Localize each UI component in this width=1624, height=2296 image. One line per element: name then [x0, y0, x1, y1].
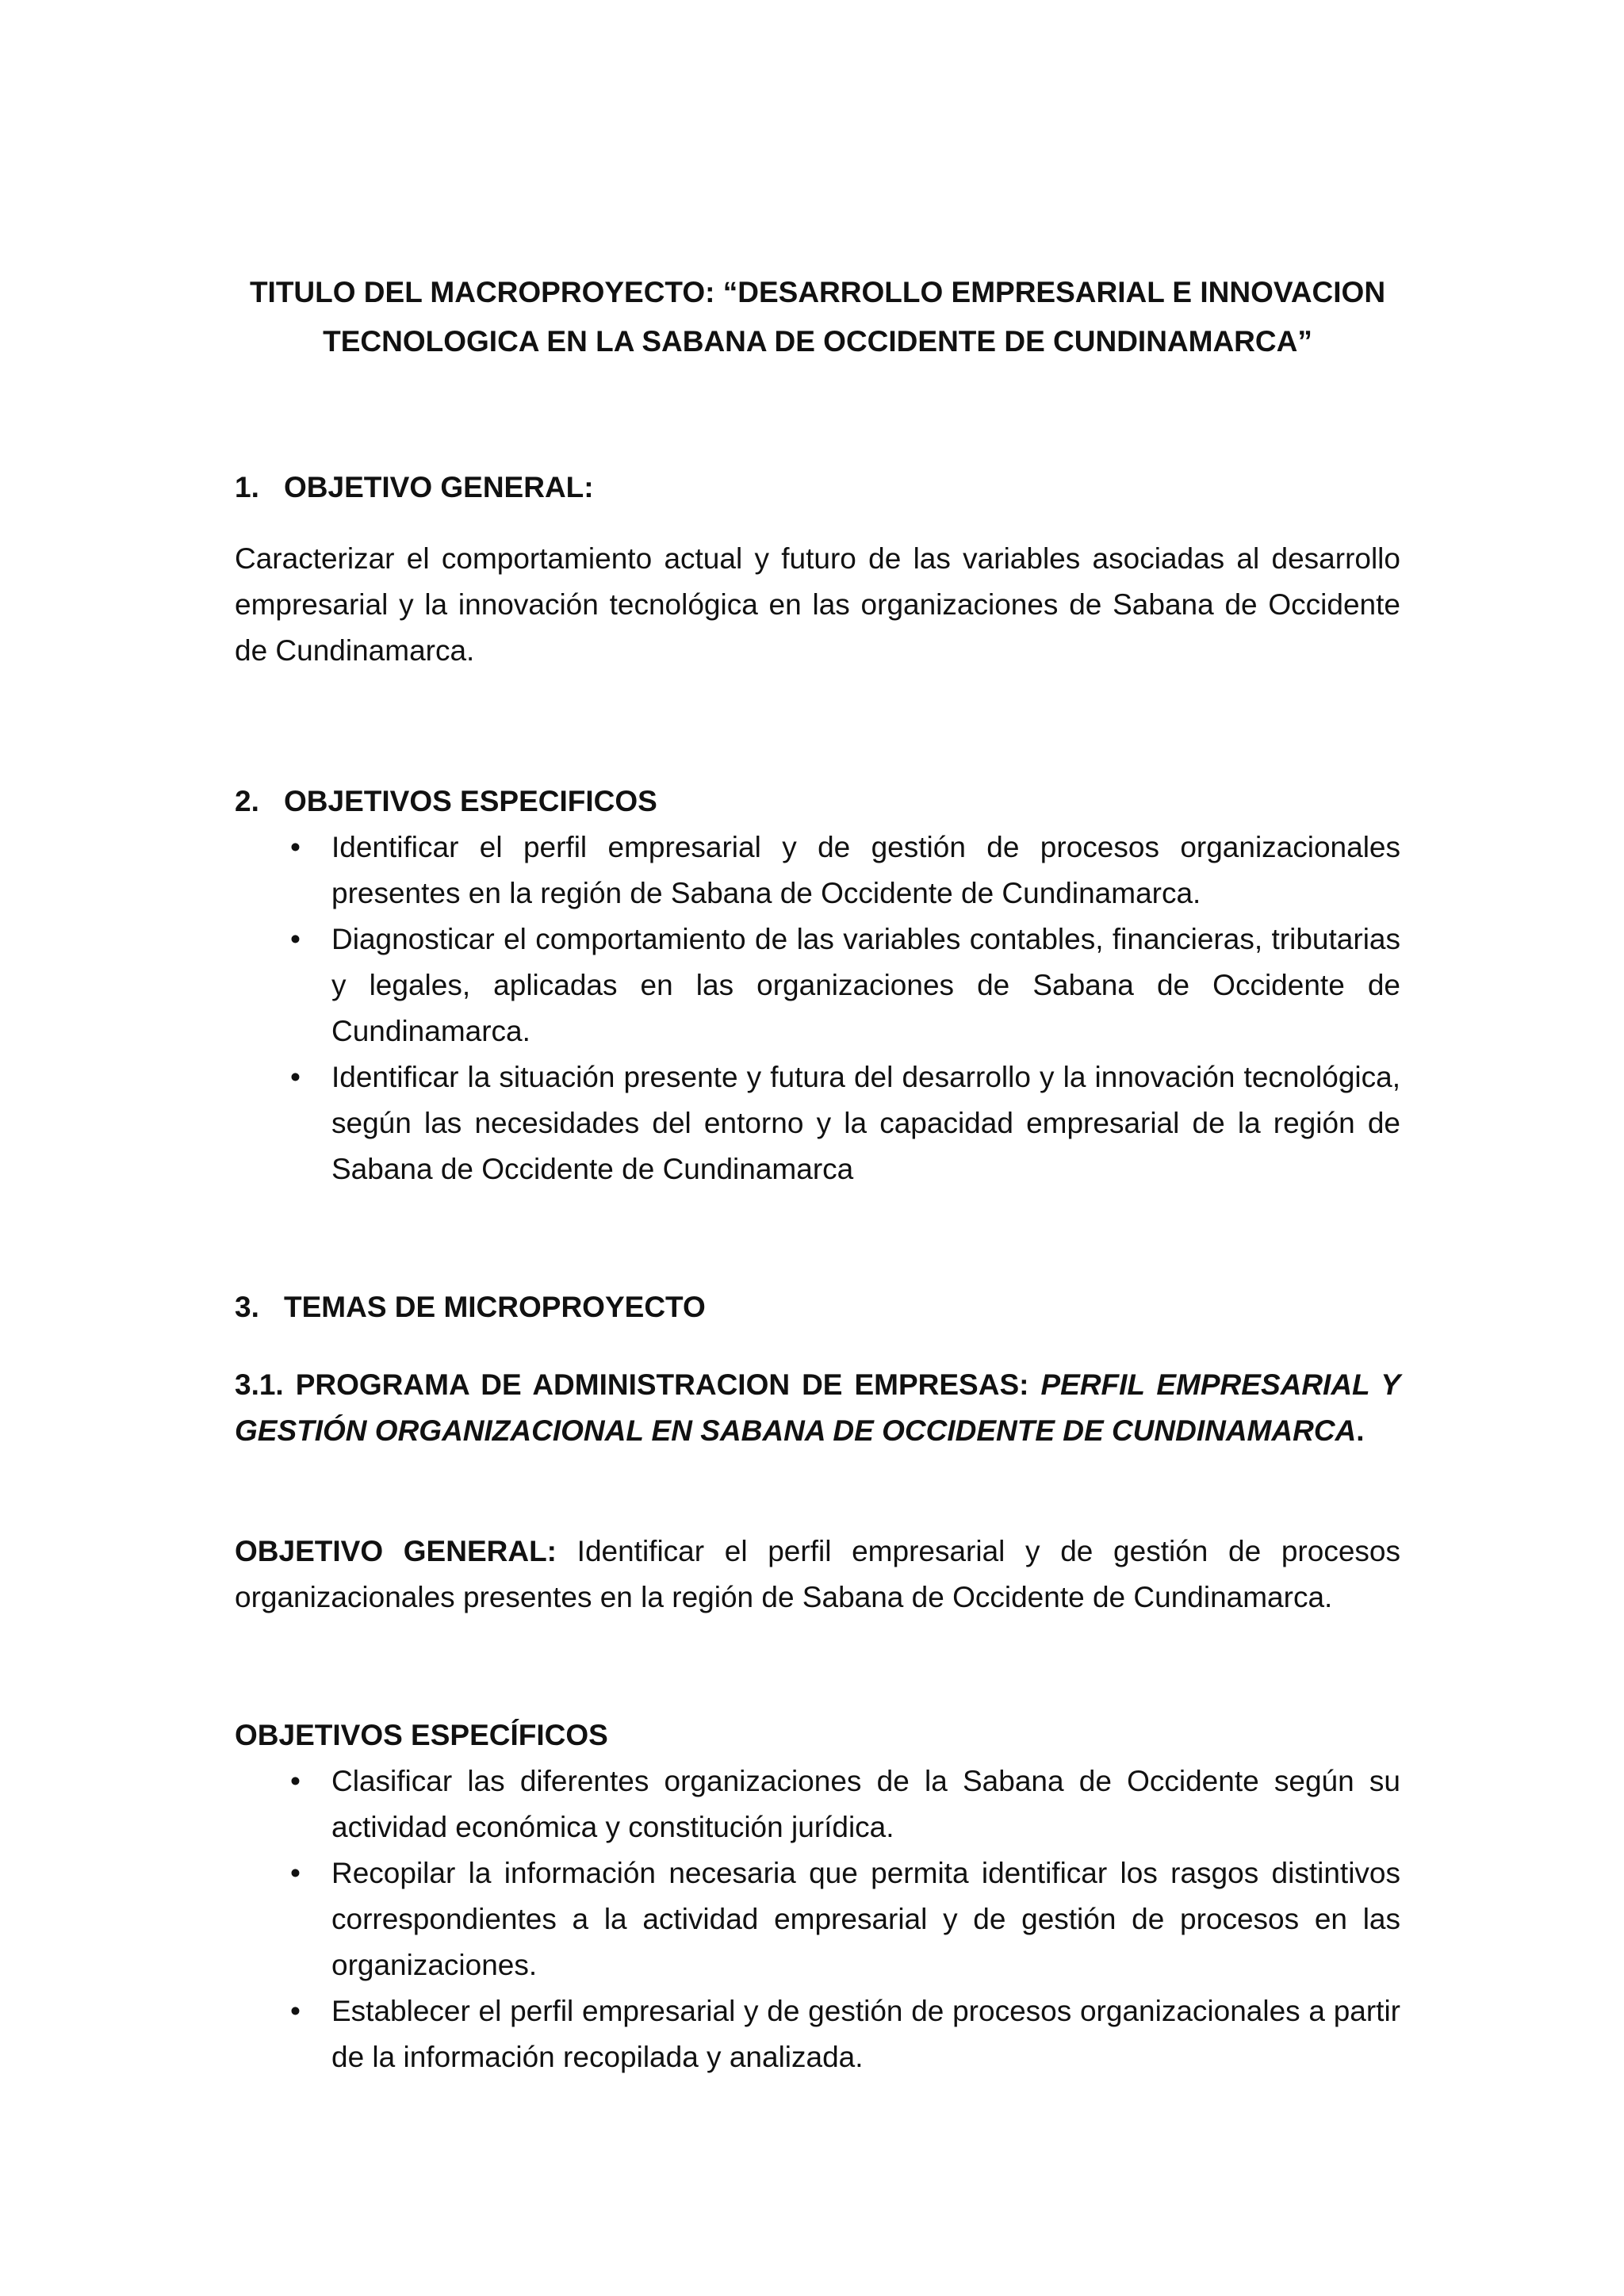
subsection-3-1-label: 3.1. PROGRAMA DE ADMINISTRACION DE EMPRESAS: — [235, 1368, 1041, 1401]
list-item-text: Identificar el perfil empresarial y de gestión de procesos organizacionales presentes en la región de Sabana de Occidente de Cundinamarca. — [331, 831, 1400, 909]
bullet-icon: • — [290, 1765, 301, 1797]
objetivo-general-text: Identificar el perfil empresarial y de gestión de procesos organizacionales presentes en la región de Sabana de Occidente de Cundinamarca. — [235, 1535, 1400, 1613]
subsection-3-1-topic: PERFIL EMPRESARIAL Y GESTIÓN ORGANIZACIONAL EN SABANA DE OCCIDENTE DE CUNDINAMARCA — [235, 1368, 1401, 1447]
list-item-text: Clasificar las diferentes organizaciones de la Sabana de Occidente según su actividad económica y constitución jurídica. — [331, 1765, 1400, 1843]
section-3-title: TEMAS DE MICROPROYECTO — [284, 1291, 706, 1323]
section-2-number: 2. — [235, 785, 259, 817]
section-1-text: Caracterizar el comportamiento actual y futuro de las variables asociadas al desarrollo empresarial y la innovación tecnológica en las organizaciones de Sabana de Occidente de Cundinamarca. — [235, 542, 1400, 667]
bullet-icon: • — [290, 1857, 301, 1889]
bullet-icon: • — [290, 1995, 301, 2027]
section-1-title: OBJETIVO GENERAL: — [284, 471, 594, 503]
document-title — [235, 268, 1400, 366]
objetivo-general-label: OBJETIVO GENERAL: — [235, 1535, 557, 1567]
title-line-2: TECNOLOGICA EN LA SABANA DE OCCIDENTE DE CUNDINAMARCA” — [323, 325, 1312, 358]
list-item — [235, 1054, 1400, 1192]
subsection-objetivo-general — [235, 1529, 1400, 1621]
bullet-icon: • — [290, 831, 301, 863]
objetivos-especificos-heading: OBJETIVOS ESPECÍFICOS — [235, 1719, 608, 1751]
list-item-text: Recopilar la información necesaria que permita identificar los rasgos distintivos correspondientes a la actividad empresarial y de gestión de procesos en las organizaciones. — [331, 1857, 1400, 1981]
bullet-icon: • — [290, 923, 301, 955]
list-item — [235, 1988, 1400, 2080]
list-item-text: Identificar la situación presente y futura del desarrollo y la innovación tecnológica, según las necesidades del entorno y la capacidad empresarial de la región de Sabana de Occidente de Cundinamarca — [331, 1061, 1400, 1185]
list-item-text: Diagnosticar el comportamiento de las variables contables, financieras, tributarias y legales, aplicadas en las organizaciones de Sabana de Occidente de Cundinamarca. — [331, 923, 1400, 1047]
section-1-number: 1. — [235, 471, 259, 503]
section-3-number: 3. — [235, 1291, 259, 1323]
section-2-bullet-list — [235, 825, 1400, 1192]
bullet-icon: • — [290, 1061, 301, 1093]
section-3-bullet-list — [235, 1758, 1400, 2080]
list-item — [235, 825, 1400, 916]
list-item — [235, 1850, 1400, 1988]
section-1-heading — [235, 465, 594, 511]
section-2-heading — [235, 779, 657, 825]
title-line-1: TITULO DEL MACROPROYECTO: “DESARROLLO EMPRESARIAL E INNOVACION — [249, 276, 1386, 308]
list-item — [235, 1758, 1400, 1850]
list-item — [235, 916, 1400, 1054]
list-item-text: Establecer el perfil empresarial y de gestión de procesos organizacionales a partir de la información recopilada y analizada. — [331, 1995, 1400, 2073]
subsection-3-1-heading — [235, 1362, 1400, 1454]
section-2-title: OBJETIVOS ESPECIFICOS — [284, 785, 657, 817]
section-3-heading — [235, 1284, 706, 1330]
subsection-3-1-end: . — [1356, 1414, 1365, 1447]
